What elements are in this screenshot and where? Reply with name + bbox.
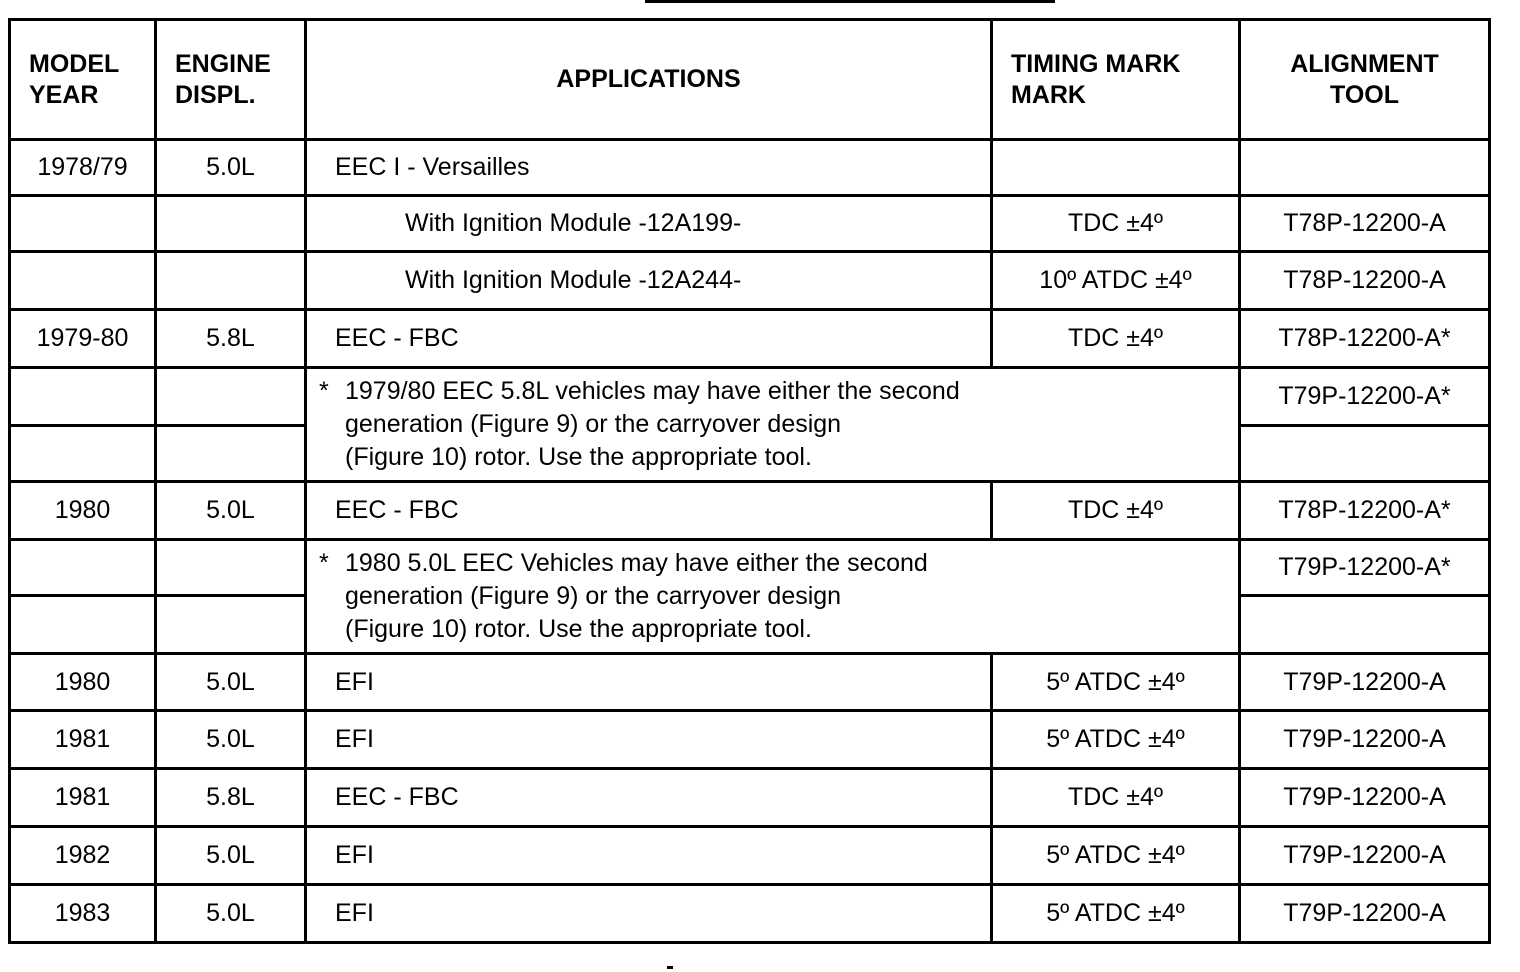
cell-tool: T79P-12200-A [1240,769,1490,827]
footnote-1979-80: * 1979/80 EEC 5.8L vehicles may have either the second generation (Figure 9) or the carryover design (Figure 10) rotor. Use the appropriate tool. [306,368,1240,482]
cell-engine: 5.0L [156,885,306,943]
cell-year [10,426,156,482]
cell-timing: 5º ATDC ±4º [992,885,1240,943]
cell-timing: TDC ±4º [992,769,1240,827]
table-row [10,310,1490,368]
cell-application: EFI [306,711,992,769]
cell-tool [1240,140,1490,196]
table-row [10,769,1490,827]
cell-year: 1983 [10,885,156,943]
cell-engine: 5.0L [156,140,306,196]
cell-timing: 10º ATDC ±4º [992,252,1240,310]
cell-year: 1980 [10,482,156,540]
cell-application: EEC I - Versailles [306,140,992,196]
table-row [10,482,1490,540]
cell-tool: T79P-12200-A [1240,654,1490,711]
cell-year [10,196,156,252]
table-row [10,140,1490,196]
header-alignment-tool: ALIGNMENT TOOL [1240,20,1490,140]
cell-engine: 5.8L [156,310,306,368]
table-row [10,885,1490,943]
table-row [10,827,1490,885]
cell-tool [1240,596,1490,654]
header-timing-mark: TIMING MARK MARK [992,20,1240,140]
cell-application: EEC - FBC [306,482,992,540]
cell-timing: TDC ±4º [992,310,1240,368]
cell-year: 1982 [10,827,156,885]
cell-year: 1978/79 [10,140,156,196]
header-applications: APPLICATIONS [306,20,992,140]
cell-application: EFI [306,654,992,711]
cell-engine [156,368,306,426]
table-row [10,711,1490,769]
cell-year: 1979-80 [10,310,156,368]
cell-tool: T78P-12200-A [1240,252,1490,310]
cell-timing: 5º ATDC ±4º [992,654,1240,711]
cell-tool: T78P-12200-A* [1240,482,1490,540]
cell-application: EFI [306,885,992,943]
cell-year: 1981 [10,769,156,827]
cell-engine [156,196,306,252]
cell-application: With Ignition Module -12A244- [306,252,992,310]
cell-year: 1981 [10,711,156,769]
table-row [10,252,1490,310]
cell-application: EEC - FBC [306,310,992,368]
cell-tool [1240,426,1490,482]
table-row [10,654,1490,711]
cell-tool: T79P-12200-A [1240,711,1490,769]
header-row [10,20,1490,140]
cell-timing: TDC ±4º [992,196,1240,252]
cell-engine: 5.0L [156,482,306,540]
cell-tool: T78P-12200-A [1240,196,1490,252]
table-row [10,368,1490,426]
cell-tool: T78P-12200-A* [1240,310,1490,368]
cell-timing [992,140,1240,196]
cell-application: EFI [306,827,992,885]
cell-year [10,252,156,310]
header-engine-displ: ENGINE DISPL. [156,20,306,140]
cell-engine [156,252,306,310]
cell-engine: 5.0L [156,827,306,885]
cell-engine [156,596,306,654]
cell-tool: T79P-12200-A [1240,885,1490,943]
footnote-1980: * 1980 5.0L EEC Vehicles may have either the second generation (Figure 9) or the carryover design (Figure 10) rotor. Use the appropriate tool. [306,540,1240,654]
cell-year [10,540,156,596]
cell-engine [156,540,306,596]
cell-engine: 5.0L [156,711,306,769]
cell-year: 1980 [10,654,156,711]
cell-year [10,596,156,654]
cell-tool: T79P-12200-A [1240,827,1490,885]
cell-timing: 5º ATDC ±4º [992,711,1240,769]
cell-application: EEC - FBC [306,769,992,827]
cell-timing: TDC ±4º [992,482,1240,540]
table-row [10,196,1490,252]
table-row [10,540,1490,596]
cell-tool: T79P-12200-A* [1240,368,1490,426]
top-rule [645,0,1055,3]
cell-year [10,368,156,426]
cell-application: With Ignition Module -12A199- [306,196,992,252]
timing-alignment-table [8,18,1491,944]
header-model-year: MODEL YEAR [10,20,156,140]
cell-engine: 5.0L [156,654,306,711]
stray-mark [667,966,673,969]
cell-timing: 5º ATDC ±4º [992,827,1240,885]
cell-tool: T79P-12200-A* [1240,540,1490,596]
cell-engine: 5.8L [156,769,306,827]
cell-engine [156,426,306,482]
